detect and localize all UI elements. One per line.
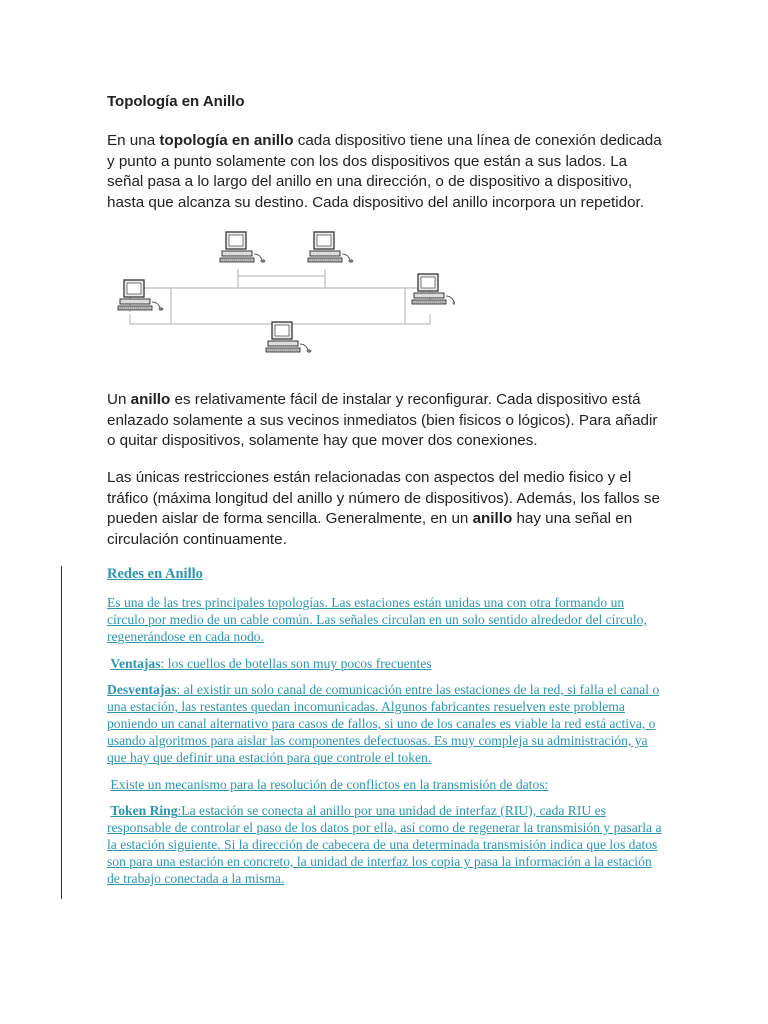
ring-topology-diagram: [110, 222, 455, 374]
paragraph-2: [107, 390, 662, 452]
ventajas-label[interactable]: Ventajas: [110, 656, 161, 671]
bold-term: anillo: [472, 510, 513, 527]
bold-term: anillo: [130, 391, 171, 408]
text-span: es relativamente fácil de instalar y reconfigurar. Cada dispositivo está enlazado solamente a sus vecinos inmediatos (bien fisicos o lógicos). Para añadir o quitar dispositivos, solamente hay que mover dos conexiones.: [107, 391, 658, 449]
ventajas-paragraph: [107, 655, 663, 672]
computer-icon: [220, 232, 266, 263]
bold-term: topología en anillo: [159, 132, 294, 149]
computer-icon: [118, 280, 164, 311]
token-ring-text[interactable]: :La estación se conecta al anillo por una unidad de interfaz (RIU), cada RIU es responsable de controlar el paso de los datos por ella, así como de regenerar la transmisión y pasarla a la estación siguiente. Si la dirección de cabecera de una determinada transmisión indica que los datos son para una estación en concreto, la unidad de interfaz los copia y pasa la información a la estación de trabajo conectada a la misma.: [107, 803, 662, 886]
text-span: hay una señal en circulación continuamente.: [107, 510, 633, 548]
token-ring-paragraph: [107, 802, 663, 887]
desventajas-paragraph: [107, 681, 663, 766]
computer-icon: [308, 232, 354, 263]
margin-bar: [61, 566, 62, 899]
token-ring-label[interactable]: Token Ring: [110, 803, 178, 818]
section-intro: [107, 594, 663, 645]
computer-icon: [412, 274, 455, 305]
text-span: cada dispositivo tiene una línea de conexión dedicada y punto a punto solamente con los dos dispositivos que están a sus lados. La señal pasa a lo largo del anillo en una dirección, o de dispositivo a dispositivo, hasta que alcanza su destino. Cada dispositivo del anillo incorpora un repetidor.: [107, 132, 662, 211]
text-span: Un: [107, 391, 131, 408]
mecanismo-paragraph: [107, 776, 663, 793]
ventajas-text[interactable]: : los cuellos de botellas son muy pocos frecuentes: [160, 656, 432, 671]
desventajas-label[interactable]: Desventajas: [107, 682, 177, 697]
computer-icon: [266, 322, 312, 353]
section-title-link[interactable]: Redes en Anillo: [107, 566, 203, 582]
desventajas-text[interactable]: : al existir un solo canal de comunicación entre las estaciones de la red, si falla el canal o una estación, las restantes quedan incomunicadas. Algunos fabricantes resuelven este problema poniendo un canal alternativo para casos de fallos, si uno de los canales es viable la red está activa, o usando algoritmos para aislar las componentes defectuosas. Es muy compleja su administración, ya que hay que definir una estación para que controle el token.: [107, 682, 660, 765]
page-title: Topología en Anillo: [107, 93, 245, 110]
mecanismo-text[interactable]: Existe un mecanismo para la resolución de conflictos en la transmisión de datos:: [110, 777, 549, 792]
section-intro-link[interactable]: Es una de las tres principales topologías. Las estaciones están unidas una con otra formando un círculo por medio de un cable común. Las señales circulan en un solo sentido alrededor del círculo, regenerándose en cada nodo.: [107, 595, 647, 644]
text-span: Las únicas restricciones están relacionadas con aspectos del medio fisico y el tráfico (máxima longitud del anillo y número de dispositivos). Además, los fallos se pueden aislar de forma sencilla. Generalmente, en un: [107, 469, 660, 527]
text-span: En una: [107, 132, 160, 149]
intro-paragraph: [107, 131, 662, 213]
paragraph-3: [107, 468, 662, 550]
